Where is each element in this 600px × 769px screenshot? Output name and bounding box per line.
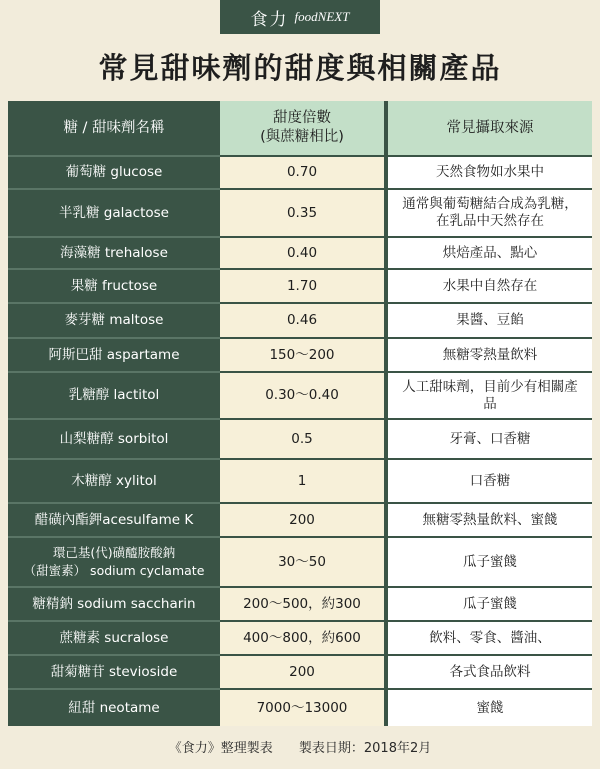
row-sweetness: 400～800，約600 [220, 622, 384, 656]
row-source: 烘焙產品、點心 [388, 238, 592, 270]
row-name-line1: 環己基(代)磺醯胺酸鈉 [52, 545, 176, 560]
table-row [8, 690, 592, 726]
table-row [8, 373, 592, 420]
row-source: 人工甜味劑，目前少有相關產品 [388, 373, 592, 420]
row-source: 口香糖 [388, 460, 592, 504]
row-sweetness: 0.46 [220, 304, 384, 339]
header-sweetness-line1: 甜度倍數 [273, 110, 331, 126]
row-name: 糖精鈉 sodium saccharin [8, 588, 220, 622]
table-row [8, 538, 592, 588]
table-row [8, 622, 592, 656]
row-source: 無糖零熱量飲料、蜜餞 [388, 504, 592, 538]
row-name: 蔗糖素 sucralose [8, 622, 220, 656]
table-row [8, 270, 592, 304]
row-sweetness: 7000～13000 [220, 690, 384, 726]
row-sweetness: 200～500，約300 [220, 588, 384, 622]
table-row [8, 504, 592, 538]
row-name: 麥芽糖 maltose [8, 304, 220, 339]
row-sweetness: 200 [220, 656, 384, 690]
row-name: 木糖醇 xylitol [8, 460, 220, 504]
footer [0, 737, 600, 756]
row-source: 蜜餞 [388, 690, 592, 726]
row-source: 通常與葡萄糖結合成為乳糖，在乳品中天然存在 [388, 190, 592, 238]
row-name: 半乳糖 galactose [8, 190, 220, 238]
row-name [8, 538, 220, 588]
row-name: 乳糖醇 lactitol [8, 373, 220, 420]
row-source: 果醬、豆餡 [388, 304, 592, 339]
row-sweetness: 30～50 [220, 538, 384, 588]
header-sweetness [220, 101, 384, 157]
table-row [8, 656, 592, 690]
header-source: 常見攝取來源 [388, 101, 592, 157]
row-name: 紐甜 neotame [68, 699, 160, 716]
row-sweetness: 1.70 [220, 270, 384, 304]
row-source: 飲料、零食、醬油、 [388, 622, 592, 656]
header-sweetness-line2: (與蔗糖相比) [260, 129, 344, 145]
row-source: 瓜子蜜餞 [388, 538, 592, 588]
row-name: 醋磺內酯鉀acesulfame K [8, 504, 220, 538]
page-title: 常見甜味劑的甜度與相關產品 [98, 51, 502, 85]
sweetener-table [8, 101, 592, 726]
row-sweetness: 0.5 [220, 420, 384, 460]
row-sweetness: 0.30～0.40 [220, 373, 384, 420]
row-source: 牙膏、口香糖 [388, 420, 592, 460]
table-row [8, 460, 592, 504]
row-name: 山梨糖醇 sorbitol [8, 420, 220, 460]
row-sweetness: 0.70 [220, 157, 384, 190]
brand-logo [220, 0, 380, 34]
row-sweetness: 200 [220, 504, 384, 538]
table-row [8, 304, 592, 339]
table-row [8, 420, 592, 460]
row-sweetness: 0.40 [220, 238, 384, 270]
row-source: 水果中自然存在 [388, 270, 592, 304]
footer-date: 製表日期：2018年2月 [298, 741, 432, 756]
brand-name-cn: 食力 [250, 9, 289, 30]
header-name: 糖 / 甜味劑名稱 [8, 101, 220, 157]
row-name: 甜菊糖苷 stevioside [8, 656, 220, 690]
row-source: 各式食品飲料 [388, 656, 592, 690]
table-header-row [8, 101, 592, 157]
row-sweetness: 150～200 [220, 339, 384, 373]
row-name: 果糖 fructose [8, 270, 220, 304]
row-source: 無糖零熱量飲料 [388, 339, 592, 373]
row-name: 海藻糖 trehalose [8, 238, 220, 270]
row-name: 葡萄糖 glucose [8, 157, 220, 190]
row-sweetness: 1 [220, 460, 384, 504]
brand-name-en: foodNEXT [294, 9, 350, 24]
table-row [8, 190, 592, 238]
row-source: 天然食物如水果中 [388, 157, 592, 190]
table-row [8, 339, 592, 373]
row-name-line2: （甜蜜素） sodium cyclamate [23, 563, 205, 578]
table-row [8, 157, 592, 190]
row-sweetness: 0.35 [220, 190, 384, 238]
table-row [8, 238, 592, 270]
row-name: 阿斯巴甜 aspartame [8, 339, 220, 373]
footer-credit: 《食力》整理製表 [168, 741, 273, 756]
table-row [8, 588, 592, 622]
row-source: 瓜子蜜餞 [388, 588, 592, 622]
